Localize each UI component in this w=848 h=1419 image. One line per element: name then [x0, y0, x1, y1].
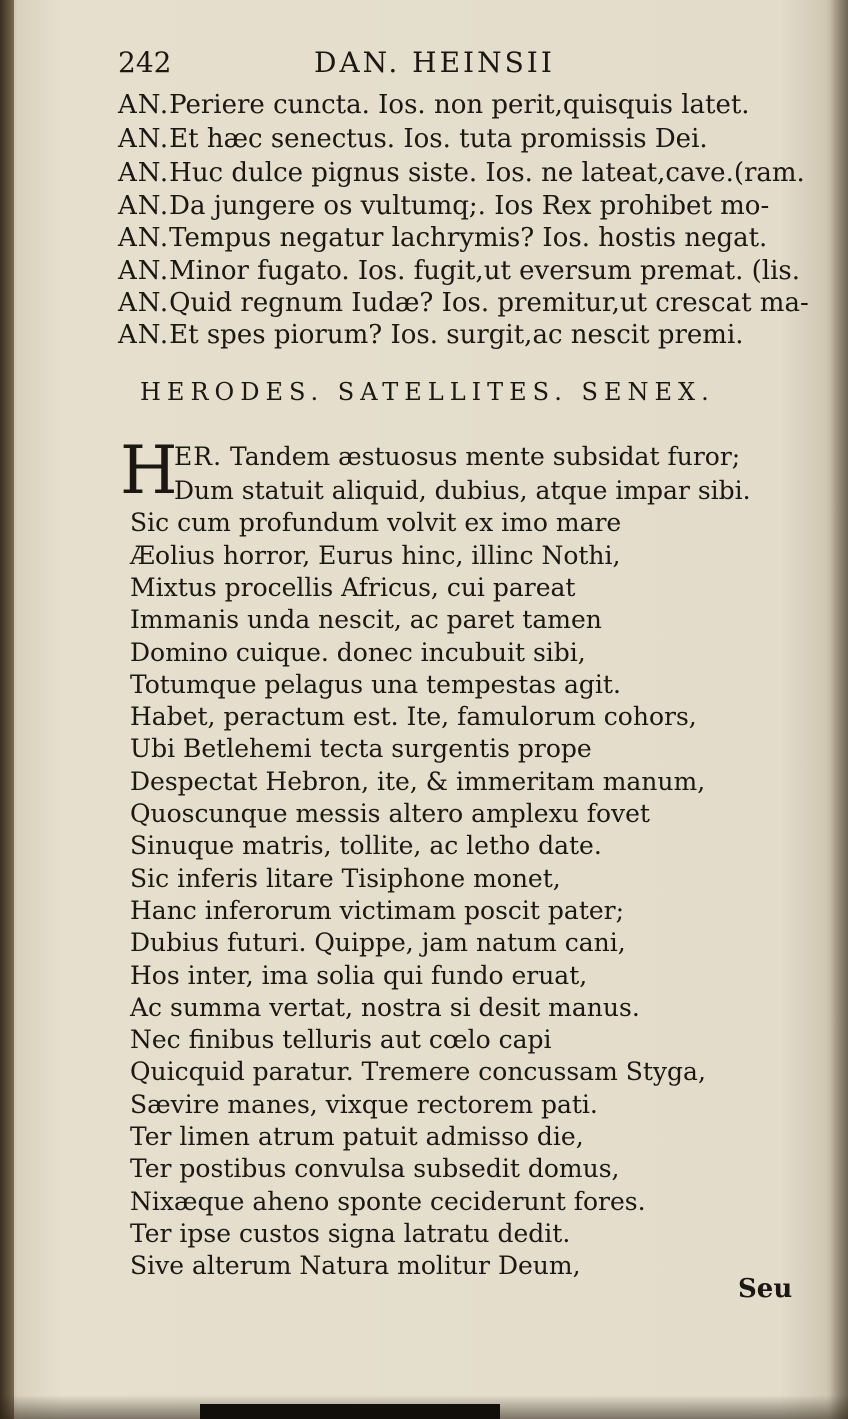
dialogue-text: Et hæc senectus. Ios. tuta promissis Dei. [169, 124, 708, 154]
speaker-label: AN. [118, 158, 170, 188]
verse-line: Sævire manes, vixque rectorem pati. [130, 1090, 598, 1119]
page-header [118, 46, 588, 82]
verse-line: Domino cuique. donec incubuit sibi, [130, 638, 586, 667]
catchword: Seu [738, 1274, 793, 1304]
binding-strip [200, 1404, 500, 1419]
dialogue-line [118, 90, 750, 120]
dialogue-text: Huc dulce pignus siste. Ios. ne lateat,cave.(ram. [169, 158, 805, 188]
book-binding [0, 0, 14, 1419]
verse-line: Despectat Hebron, ite, & immeritam manum, [130, 767, 706, 796]
verse-line: Nixæque aheno sponte ceciderunt fores. [130, 1187, 646, 1216]
running-head: DAN. HEINSII [314, 46, 555, 79]
dialogue-text: Minor fugato. Ios. fugit,ut eversum premat. (lis. [169, 256, 801, 286]
speaker-label: AN. [118, 256, 170, 286]
speaker-label: AN. [118, 90, 170, 120]
dialogue-text: Quid regnum Iudæ? Ios. premitur,ut crescat ma- [169, 288, 809, 318]
verse-line: Mixtus procellis Africus, cui pareat [130, 573, 576, 602]
verse-line: Hos inter, ima solia qui fundo eruat, [130, 961, 588, 990]
dialogue-text: Tempus negatur lachrymis? Ios. hostis negat. [169, 223, 768, 253]
dialogue-line [118, 158, 805, 188]
verse-line: Sic cum profundum volvit ex imo mare [130, 508, 622, 537]
speaker-label: AN. [118, 191, 170, 221]
verse-line: Quoscunque messis altero amplexu fovet [130, 799, 650, 828]
speaker-label: AN. [118, 124, 170, 154]
dialogue-line [118, 223, 767, 253]
verse-line: Dubius futuri. Quippe, jam natum cani, [130, 928, 626, 957]
scene-heading: HERODES. SATELLITES. SENEX. [140, 378, 715, 406]
dialogue-text: Da jungere os vultumq;. Ios Rex prohibet mo- [169, 191, 770, 221]
verse-line: Ter ipse custos signa latratu dedit. [130, 1219, 571, 1248]
dialogue-line [118, 191, 769, 221]
verse-line: Totumque pelagus una tempestas agit. [130, 670, 621, 699]
verse-line: Habet, peractum est. Ite, famulorum cohors, [130, 702, 697, 731]
verse-first-line [174, 442, 740, 471]
page-edge-shadow [826, 0, 848, 1419]
verse-line: Ubi Betlehemi tecta surgentis prope [130, 734, 592, 763]
verse-text: Tandem æstuosus mente subsidat furor; [229, 442, 741, 471]
speaker-label: ER. [174, 442, 223, 471]
verse-line: Ter postibus convulsa subsedit domus, [130, 1154, 620, 1183]
dialogue-line [118, 124, 708, 154]
dialogue-text: Periere cuncta. Ios. non perit,quisquis latet. [169, 90, 750, 120]
dialogue-line [118, 256, 800, 286]
verse-line: Æolius horror, Eurus hinc, illinc Nothi, [130, 541, 621, 570]
drop-cap: H [120, 432, 178, 509]
verse-line: Quicquid paratur. Tremere concussam Styga, [130, 1057, 706, 1086]
verse-line: Sive alterum Natura molitur Deum, [130, 1251, 581, 1280]
verse-line: Ac summa vertat, nostra si desit manus. [130, 993, 640, 1022]
speaker-label: AN. [118, 223, 170, 253]
dialogue-line [118, 288, 809, 318]
verse-line: Immanis unda nescit, ac paret tamen [130, 605, 602, 634]
dialogue-line [118, 320, 744, 350]
speaker-label: AN. [118, 288, 170, 318]
page-number: 242 [118, 46, 172, 79]
verse-line: Sic inferis litare Tisiphone monet, [130, 864, 561, 893]
dialogue-text: Et spes piorum? Ios. surgit,ac nescit premi. [169, 320, 744, 350]
verse-line: Sinuque matris, tollite, ac letho date. [130, 831, 602, 860]
speaker-label: AN. [118, 320, 170, 350]
verse-line: Nec finibus telluris aut cœlo capi [130, 1025, 552, 1054]
verse-line: Ter limen atrum patuit admisso die, [130, 1122, 584, 1151]
verse-line: Hanc inferorum victimam poscit pater; [130, 896, 625, 925]
verse-line: Dum statuit aliquid, dubius, atque impar sibi. [174, 476, 751, 505]
